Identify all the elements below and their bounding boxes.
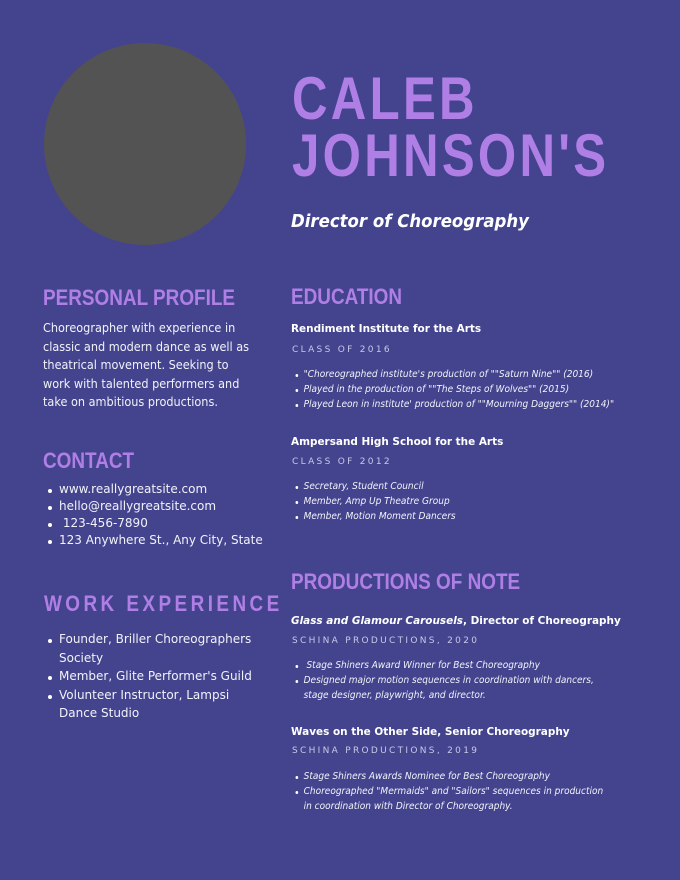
contact-email[interactable]: hello@reallygreatsite.com [43, 498, 273, 515]
education-bullet: Played in the production of ""The Steps of Wolves"" (2015) [291, 382, 615, 397]
work-item: Founder, Briller Choreographers Society [43, 630, 253, 667]
contact-website[interactable]: www.reallygreatsite.com [43, 481, 273, 498]
production-title [291, 614, 621, 627]
work-experience-heading: WORK EXPERIENCE [44, 591, 283, 616]
education-bullets [291, 367, 651, 412]
job-title: Director of Choreography [291, 211, 529, 232]
production-company: SCHINA PRODUCTIONS, 2020 [292, 636, 480, 646]
production-bullet: Choreographed "Mermaids" and "Sailors" sequences in production in coordination with Director of Choreography. [291, 784, 606, 814]
contact-address: 123 Anywhere St., Any City, State [43, 532, 273, 549]
education-bullet: Member, Amp Up Theatre Group [291, 494, 615, 509]
name-line-2: JOHNSON'S [292, 122, 610, 189]
education-class: CLASS OF 2016 [292, 345, 392, 355]
production-role: , Director of Choreography [463, 614, 621, 627]
work-item: Volunteer Instructor, Lampsi Dance Studio [43, 686, 253, 723]
name-line-1: CALEB [292, 65, 478, 132]
education-bullet: Member, Motion Moment Dancers [291, 509, 615, 524]
education-heading: EDUCATION [291, 284, 403, 309]
contact-phone: 123-456-7890 [43, 515, 273, 532]
education-school: Rendiment Institute for the Arts [291, 322, 482, 335]
personal-profile-heading: PERSONAL PROFILE [43, 285, 236, 310]
production-company: SCHINA PRODUCTIONS, 2019 [292, 746, 480, 756]
productions-heading: PRODUCTIONS OF NOTE [291, 569, 521, 594]
education-bullet: Secretary, Student Council [291, 479, 615, 494]
education-bullet: Played Leon in institute' production of ""Mourning Daggers"" (2014)" [291, 397, 615, 412]
production-title [291, 725, 570, 738]
contact-list [43, 481, 273, 549]
production-bullet: Designed major motion sequences in coordination with dancers, stage designer, playwright, and director. [291, 673, 606, 703]
education-class: CLASS OF 2012 [292, 457, 392, 467]
production-bullets [291, 658, 641, 703]
personal-profile-text: Choreographer with experience in classic and modern dance as well as theatrical movement. Seeking to work with talented performers and take on ambitious productions. [43, 321, 250, 409]
production-bullets [291, 769, 641, 814]
work-experience-list [43, 630, 253, 723]
production-bullet: Stage Shiners Awards Nominee for Best Choreography [291, 769, 606, 784]
contact-heading: CONTACT [43, 448, 135, 473]
candidate-name [292, 65, 610, 189]
education-bullet: "Choreographed institute's production of ""Saturn Nine"" (2016) [291, 367, 615, 382]
work-item: Member, Glite Performer's Guild [43, 667, 253, 686]
production-name: Glass and Glamour Carousels [291, 614, 464, 627]
education-school: Ampersand High School for the Arts [291, 435, 504, 448]
production-bullet: Stage Shiners Award Winner for Best Choreography [291, 658, 606, 673]
production-role: Waves on the Other Side, Senior Choreography [291, 725, 570, 738]
education-bullets [291, 479, 651, 524]
profile-photo-placeholder [44, 43, 246, 245]
